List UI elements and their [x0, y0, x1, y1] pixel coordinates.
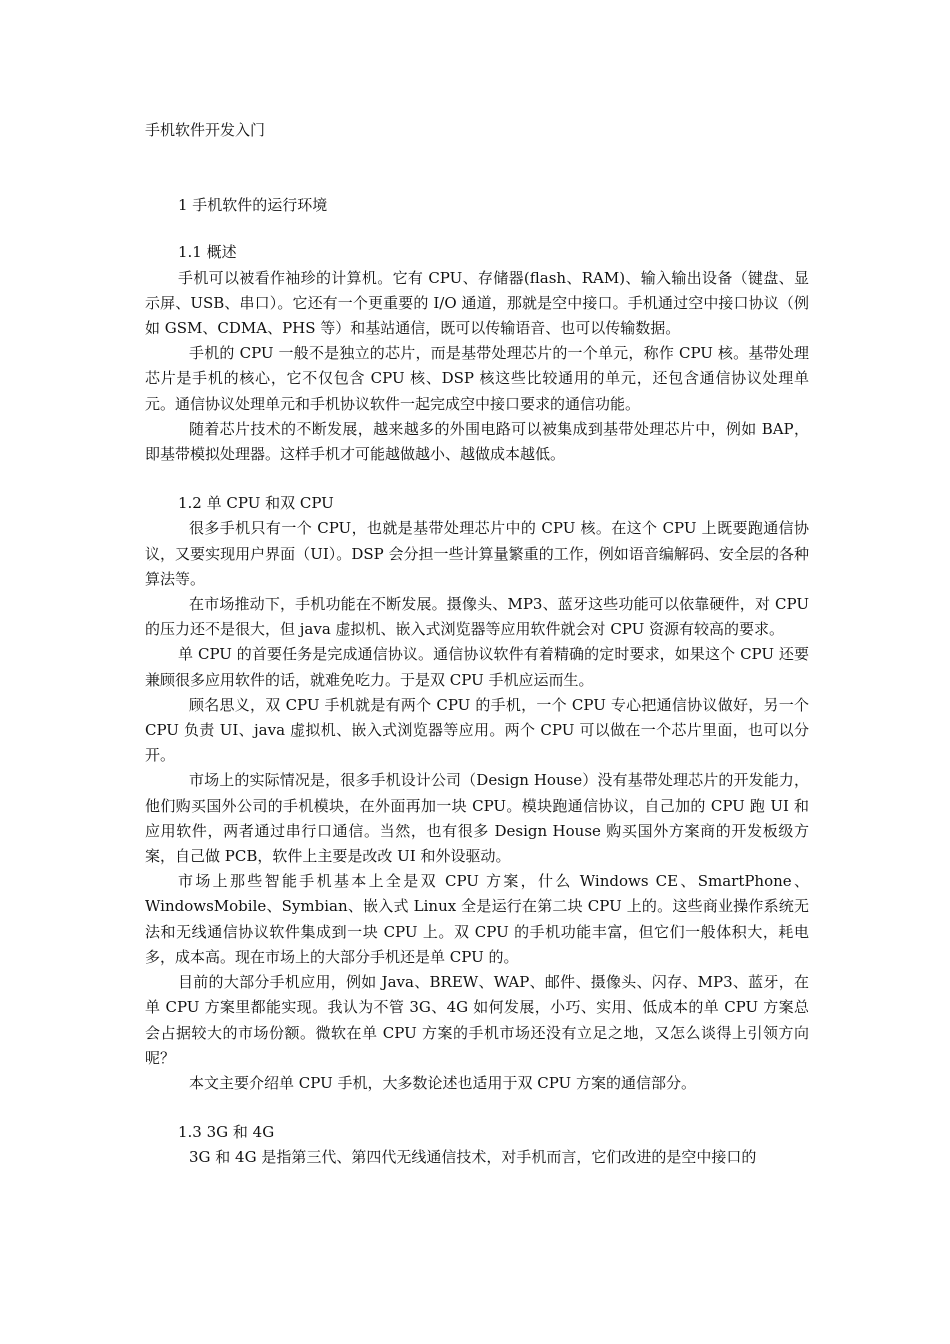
- section-heading-1-3: 1.3 3G 和 4G: [178, 1123, 275, 1142]
- paragraph-1-2-7: 目前的大部分手机应用，例如 Java、BREW、WAP、邮件、摄像头、闪存、MP3、蓝牙，在单 CPU 方案里都能实现。我认为不管 3G、4G 如何发展，小巧、实用、低成本的单 CPU 方案总会占据较大的市场份额。微软在单 CPU 方案的手机市场还没有立足之地，又怎么谈得上引领方向呢？: [145, 973, 809, 1067]
- paragraph-1-3-1: 3G 和 4G 是指第三代、第四代无线通信技术，对手机而言，它们改进的是空中接口的: [189, 1148, 757, 1167]
- section-gap: [145, 1096, 809, 1120]
- paragraph-1-2-3: 单 CPU 的首要任务是完成通信协议。通信协议软件有着精确的定时要求，如果这个 CPU 还要兼顾很多应用软件的话，就难免吃力。于是双 CPU 手机应运而生。: [145, 645, 809, 689]
- section-heading-1-1: 1.1 概述: [178, 243, 237, 262]
- paragraph-1-2-2: 在市场推动下，手机功能在不断发展。摄像头、MP3、蓝牙这些功能可以依靠硬件，对 CPU 的压力还不是很大，但 java 虚拟机、嵌入式浏览器等应用软件就会对 CPU 资源有较高的要求。: [145, 595, 809, 639]
- document-title: 手机软件开发入门: [145, 121, 266, 139]
- section-gap: [145, 467, 809, 491]
- paragraph-1-2-1: 很多手机只有一个 CPU，也就是基带处理芯片中的 CPU 核。在这个 CPU 上既要跑通信协议，又要实现用户界面（UI）。DSP 会分担一些计算量繁重的工作，例如语音编解码、安全层的各种算法等。: [145, 519, 809, 588]
- paragraph-1-1-3: 随着芯片技术的不断发展，越来越多的外围电路可以被集成到基带处理芯片中，例如 BAP，即基带模拟处理器。这样手机才可能越做越小、越做成本越低。: [145, 419, 809, 464]
- paragraph-1-1-1: 手机可以被看作袖珍的计算机。它有 CPU、存储器(flash、RAM)、输入输出设备（键盘、显示屏、USB、串口）。它还有一个更重要的 I/O 通道，那就是空中接口。手机通过空中接口协议（例如 GSM、CDMA、PHS 等）和基站通信，既可以传输语音、也可以传输数据。: [145, 268, 809, 338]
- paragraph-1-2-4: 顾名思义，双 CPU 手机就是有两个 CPU 的手机，一个 CPU 专心把通信协议做好，另一个 CPU 负责 UI、java 虚拟机、嵌入式浏览器等应用。两个 CPU 可以做在一个芯片里面，也可以分开。: [145, 695, 809, 765]
- section-heading-1-2: 1.2 单 CPU 和双 CPU: [178, 494, 334, 513]
- paragraph-1-2-8: 本文主要介绍单 CPU 手机，大多数论述也适用于双 CPU 方案的通信部分。: [189, 1073, 696, 1092]
- paragraph-1-2-6: 市场上那些智能手机基本上全是双 CPU 方案，什么 Windows CE、SmartPhone、WindowsMobile、Symbian、嵌入式 Linux 全是运行在第二块 CPU 上的。这些商业操作系统无法和无线通信协议软件集成到一块 CPU 上。双 CPU 的手机功能丰富，但它们一般体积大，耗电多，成本高。现在市场上的大部分手机还是单 CPU 的。: [145, 872, 809, 966]
- chapter-heading-1: 1 手机软件的运行环境: [178, 196, 328, 215]
- paragraph-1-2-5: 市场上的实际情况是，很多手机设计公司（Design House）没有基带处理芯片的开发能力，他们购买国外公司的手机模块，在外面再加一块 CPU。模块跑通信协议，自己加的 CPU 跑 UI 和应用软件，两者通过串行口通信。当然，也有很多 Design House 购买国外方案商的开发板级方案，自己做 PCB，软件上主要是改改 UI 和外设驱动。: [145, 771, 809, 866]
- paragraph-1-1-2: 手机的 CPU 一般不是独立的芯片，而是基带处理芯片的一个单元，称作 CPU 核。基带处理芯片是手机的核心，它不仅包含 CPU 核、DSP 核这些比较通用的单元，还包含通信协议处理单元。通信协议处理单元和手机协议软件一起完成空中接口要求的通信功能。: [145, 344, 809, 413]
- document-page: [145, 118, 809, 1171]
